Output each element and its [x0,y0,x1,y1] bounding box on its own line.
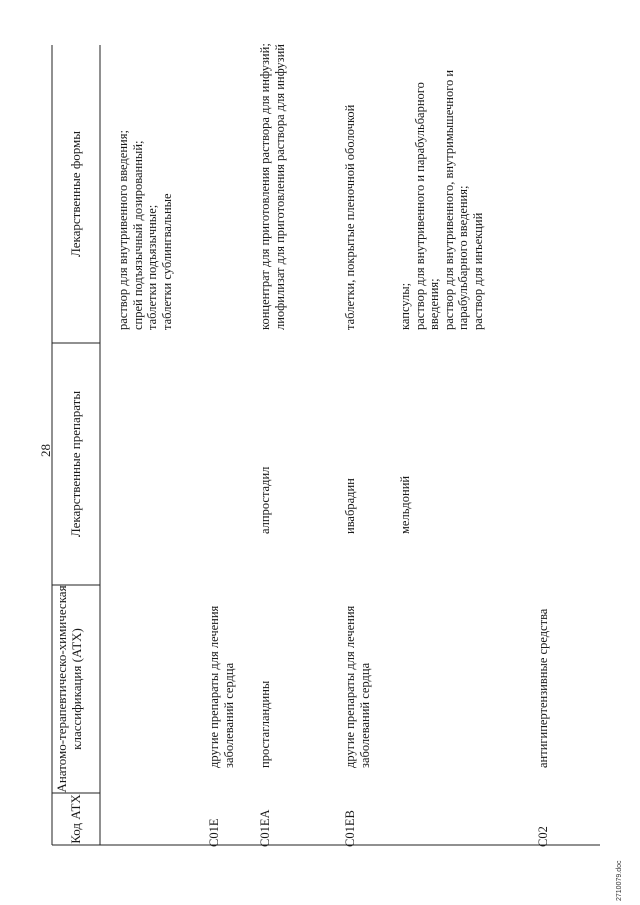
table-row-1-code [207,797,222,847]
header-classification: Анатомо-терапевтическо-химическая классификация (АТХ) [54,585,84,793]
table-row-0-forms [116,40,174,330]
document-filename: 2710079.doc [616,860,623,901]
header-forms: Лекарственные формы [68,130,83,258]
atc-code: C01EA [258,809,272,847]
table-row-2-forms [258,40,287,330]
header-code: Код АТХ [68,794,83,844]
drug-name: алпростадил [258,466,272,534]
atc-code: C02 [536,826,550,847]
page-number: 28 [38,444,53,457]
atc-classification: простагландины [258,680,272,768]
table-row-3-forms [343,40,358,330]
form-line: раствор для внутривенного, внутримышечного и парабульбарного введения; [441,69,471,330]
form-line: таблетки, покрытые пленочной оболочкой [343,104,357,330]
header-drugs: Лекарственные препараты [68,390,83,538]
atc-classification: другие препараты для лечения заболеваний сердца [207,605,236,768]
table-row-4-forms [398,40,486,330]
form-line: раствор для инъекций [470,212,485,330]
form-line: раствор для внутривенного введения; [116,130,130,330]
table-row-5-code [536,797,551,847]
table-row-3-drug [343,349,358,534]
drug-name: ивабрадин [343,478,357,534]
form-line: таблетки подъязычные; [145,204,160,330]
table-row-5-classification [536,578,551,768]
table-row-3-code [343,797,358,847]
form-line: раствор для внутривенного и парабульбарного введения; [412,82,442,330]
atc-classification: антигипертензивные средства [536,608,550,768]
table-row-1-classification [207,593,236,768]
table-row-3-classification [343,593,372,768]
table-row-4-drug [398,349,413,534]
form-line: капсулы; [398,282,412,330]
form-line: лиофилизат для приготовления раствора для инфузий [272,44,287,330]
atc-code: C01E [207,818,221,847]
form-line: таблетки сублингвальные [159,193,174,330]
atc-code: C01EB [343,810,357,847]
drug-name: мельдоний [398,475,412,534]
atc-classification: другие препараты для лечения заболеваний сердца [343,605,372,768]
table-row-2-drug [258,349,273,534]
form-line: концентрат для приготовления раствора для инфузий; [258,43,272,330]
table-row-2-classification [258,593,273,768]
form-line: спрей подъязычный дозированный; [130,140,145,330]
table-row-2-code [258,797,273,847]
